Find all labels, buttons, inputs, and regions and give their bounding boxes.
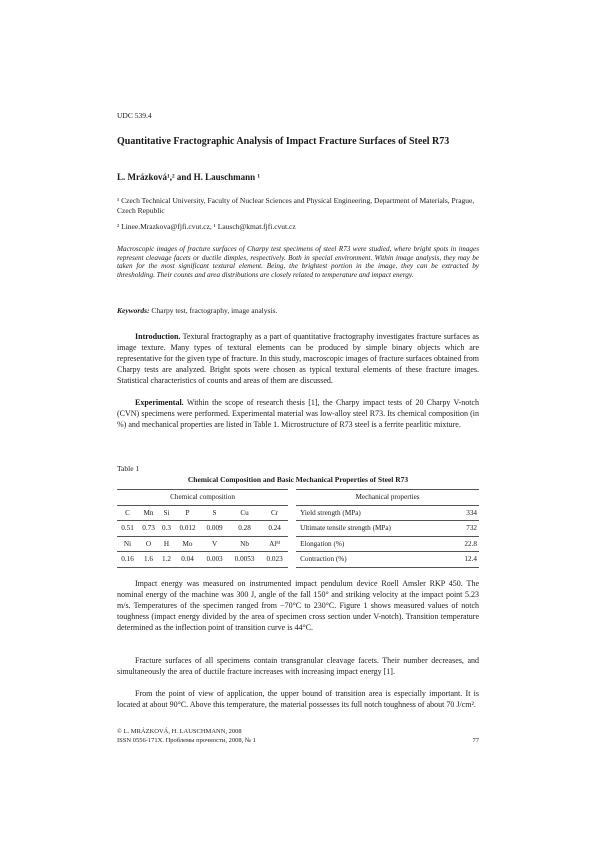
table-row (117, 505, 479, 521)
table-cell: Mn (138, 505, 159, 521)
table-cell: 0.3 (159, 521, 174, 537)
table-label: Table 1 (117, 464, 140, 473)
table-cell: V (201, 536, 228, 552)
table-cell: C (117, 505, 138, 521)
abstract: Macroscopic images of fracture surfaces of Charpy test specimens of steel R73 were studied, where bright spots in images represent cleavage facets or ductile dimples, respectively. Both in special environment. Within image analysis, they may be taken for the most significant textural element. Being, the brightest portion in the image, they can be extracted by thresholding. Their counts and area distributions are closely related to temperature and impact energy. (117, 245, 479, 279)
paragraph-experimental (117, 397, 479, 430)
table-cell: 0.023 (261, 552, 288, 568)
page-number: 77 (472, 736, 479, 744)
page-footer (117, 728, 479, 745)
table-cell: O (138, 536, 159, 552)
composition-table (117, 489, 479, 568)
table-cell: 0.04 (174, 552, 201, 568)
table-cell: 0.003 (201, 552, 228, 568)
table-cell: Si (159, 505, 174, 521)
table-cell: 0.012 (174, 521, 201, 537)
footer-journal: ISSN 0556-171X. Проблемы прочности, 2008, № 1 (117, 736, 256, 744)
table-cell: P (174, 505, 201, 521)
paragraph-impact-energy: Impact energy was measured on instrumented impact pendulum device Roell Amsler RKP 450. The nominal energy of the machine was 300 J, angle of the fall 150° and striking velocity at the impact point 5.23 m/s. Temperatures of the specimen ranged from −70°C to 230°C. Figure 1 shows measured values of notch toughness (impact energy divided by the area of specimen cross section under V-notch). Transition temperature determined as the inflection point of transition curve is 44°C. (117, 579, 479, 632)
keywords-label: Keywords: (117, 306, 150, 315)
table-cell: Ni (117, 536, 138, 552)
table-cell: Alᴹ (261, 536, 288, 552)
udc-code: UDC 539.4 (117, 111, 152, 120)
table-cell: 0.51 (117, 521, 138, 537)
table-cell: S (201, 505, 228, 521)
table-cell: Cu (228, 505, 261, 521)
group-header-chemical: Chemical composition (117, 490, 288, 506)
table-row (117, 521, 479, 537)
footer-copyright: © L. MRÁZKOVÁ, H. LAUSCHMANN, 2008 (117, 728, 242, 735)
keywords (117, 306, 277, 315)
affiliation: ¹ Czech Technical University, Faculty of Nuclear Sciences and Physical Engineering, Department of Materials, Prague, Czech Republic (117, 196, 475, 215)
table-cell: Nb (228, 536, 261, 552)
para-lead: Experimental. (135, 398, 184, 407)
table-cell: 0.24 (261, 521, 288, 537)
table-header-row (117, 490, 479, 506)
paragraph-upper-bound: From the point of view of application, the upper bound of transition area is especially important. It is located at about 90°C. Above this temperature, the material possesses its full notch toughness of about 70 J/cm². (117, 689, 479, 709)
table-cell-value: 22.8 (455, 536, 479, 552)
table-row (117, 536, 479, 552)
table-cell-value: 12.4 (455, 552, 479, 568)
author-emails: ² Linee.Mrazkova@fjfi.cvut.cz, ¹ Lausch@kmat.fjfi.cvut.cz (117, 222, 296, 231)
table-cell: 0.0053 (228, 552, 261, 568)
table-cell-property: Elongation (%) (296, 536, 454, 552)
keywords-text: Charpy test, fractography, image analysis. (151, 306, 278, 315)
group-header-mechanical: Mechanical properties (296, 490, 479, 506)
table-cell: 0.28 (228, 521, 261, 537)
table-cell: 0.73 (138, 521, 159, 537)
table-cell-value: 334 (455, 505, 479, 521)
table-caption: Chemical Composition and Basic Mechanical Properties of Steel R73 (187, 475, 409, 484)
table-cell: 0.16 (117, 552, 138, 568)
authors: L. Mrázková¹,² and H. Lauschmann ¹ (117, 172, 261, 182)
table-cell-property: Contraction (%) (296, 552, 454, 568)
table-cell-property: Ultimate tensile strength (MPa) (296, 521, 454, 537)
para-lead: Introduction. (135, 332, 181, 341)
table-cell-property: Yield strength (MPa) (296, 505, 454, 521)
para-text: Textural fractography as a part of quantitative fractography investigates fracture surfaces as image texture. Many types of textural elements can be produced by simple binary objects which are representative for the given type of fracture. In this study, macroscopic images of fracture surfaces obtained from Charpy tests are analyzed. Bright spots were chosen as typical textural elements of these fracture images. Statistical characteristics of counts and areas of them are discussed. (117, 332, 480, 385)
table-cell: Mo (174, 536, 201, 552)
paragraph-fracture-surfaces: Fracture surfaces of all specimens contain transgranular cleavage facets. Their number decreases, and simultaneously the area of ductile fracture increases with increasing impact energy [1]. (117, 656, 479, 676)
paper-title: Quantitative Fractographic Analysis of Impact Fracture Surfaces of Steel R73 (117, 136, 450, 147)
table-cell: 0.009 (201, 521, 228, 537)
table-cell: 1.6 (138, 552, 159, 568)
table-cell: Cr (261, 505, 288, 521)
table-cell: 1.2 (159, 552, 174, 568)
table-cell: H (159, 536, 174, 552)
table-cell-value: 732 (455, 521, 479, 537)
table-row (117, 552, 479, 568)
paragraph-introduction (117, 331, 479, 386)
para-text: Within the scope of research thesis [1], the Charpy impact tests of 20 Charpy V-notch (CVN) specimens were performed. Experimental material was low-alloy steel R73. Its chemical composition (in %) and mechanical properties are listed in Table 1. Microstructure of R73 steel is a ferrite pearlitic mixture. (117, 398, 479, 429)
